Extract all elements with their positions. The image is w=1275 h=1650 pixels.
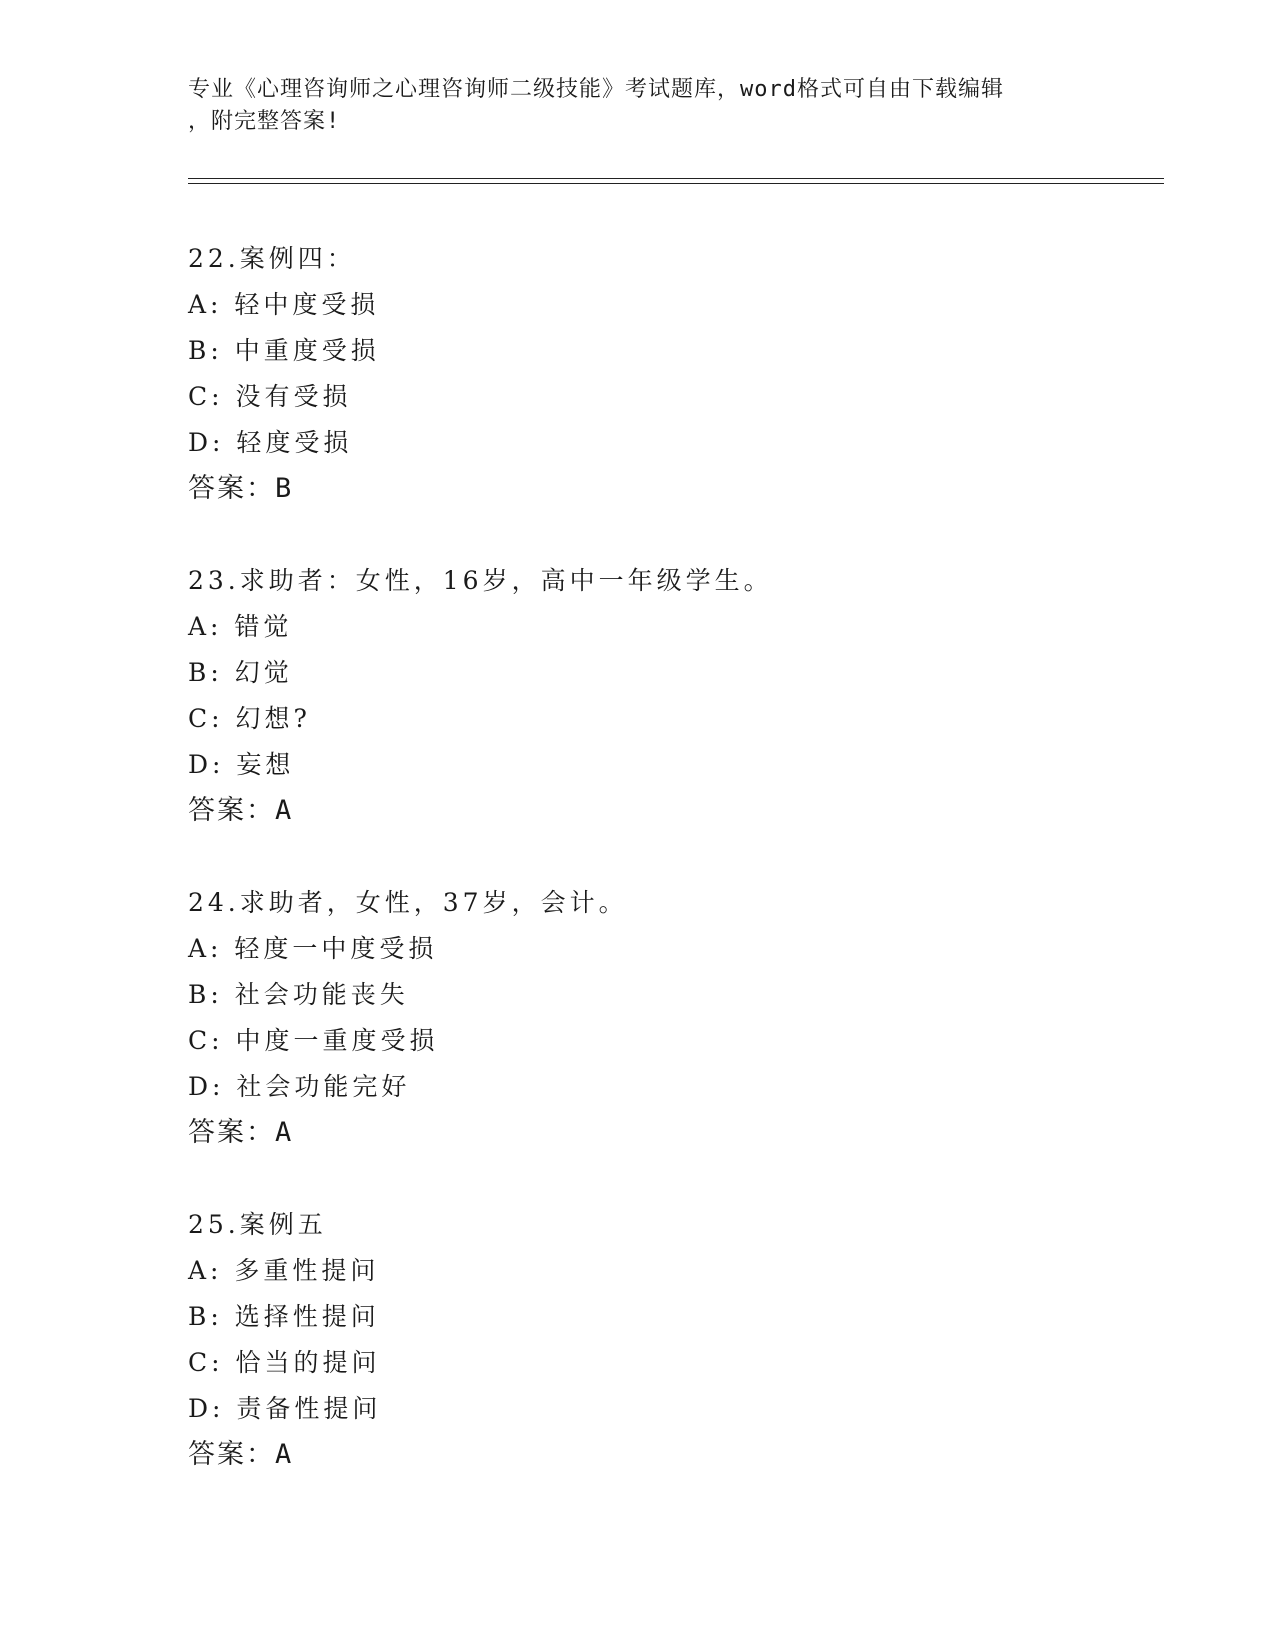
answer-line: [188, 788, 1088, 834]
option-a: A: 多重性提问: [188, 1256, 380, 1285]
option-b: B: 幻觉: [188, 658, 293, 687]
question-stem: 22.案例四：: [188, 244, 356, 273]
answer-value: A: [275, 1117, 294, 1148]
option-a: A: 错觉: [188, 612, 293, 641]
question-stem: 23.求助者：女性，16岁，高中一年级学生。: [188, 566, 773, 595]
option-c: C: 没有受损: [188, 382, 352, 411]
question-23: [188, 558, 1088, 834]
answer-line: [188, 1110, 1088, 1156]
option-c: C: 幻想?: [188, 704, 311, 733]
answer-label: 答案：: [188, 795, 275, 826]
header-divider-top: [188, 178, 1164, 179]
answer-value: A: [275, 795, 294, 826]
option-c: C: 恰当的提问: [188, 1348, 381, 1377]
answer-value: A: [275, 1439, 294, 1470]
answer-label: 答案：: [188, 1117, 275, 1148]
question-stem: 25.案例五: [188, 1210, 327, 1239]
option-c: C: 中度一重度受损: [188, 1026, 439, 1055]
question-24: [188, 880, 1088, 1156]
option-b: B: 社会功能丧失: [188, 980, 409, 1009]
header-line-1: 专业《心理咨询师之心理咨询师二级技能》考试题库，word格式可自由下载编辑: [188, 77, 1004, 102]
answer-label: 答案：: [188, 473, 275, 504]
option-a: A: 轻度一中度受损: [188, 934, 438, 963]
question-25: [188, 1202, 1088, 1478]
header-divider-bottom: [188, 183, 1164, 184]
option-d: D: 妄想: [188, 750, 295, 779]
option-b: B: 选择性提问: [188, 1302, 380, 1331]
answer-line: [188, 466, 1088, 512]
option-b: B: 中重度受损: [188, 336, 380, 365]
answer-line: [188, 1432, 1088, 1478]
question-22: [188, 236, 1088, 512]
option-d: D: 责备性提问: [188, 1394, 382, 1423]
option-d: D: 社会功能完好: [188, 1072, 411, 1101]
answer-label: 答案：: [188, 1439, 275, 1470]
answer-value: B: [275, 473, 294, 504]
question-stem: 24.求助者，女性，37岁，会计。: [188, 888, 628, 917]
header-line-2: ，附完整答案!: [188, 109, 341, 134]
document-header: [188, 74, 1088, 138]
option-a: A: 轻中度受损: [188, 290, 380, 319]
option-d: D: 轻度受损: [188, 428, 353, 457]
